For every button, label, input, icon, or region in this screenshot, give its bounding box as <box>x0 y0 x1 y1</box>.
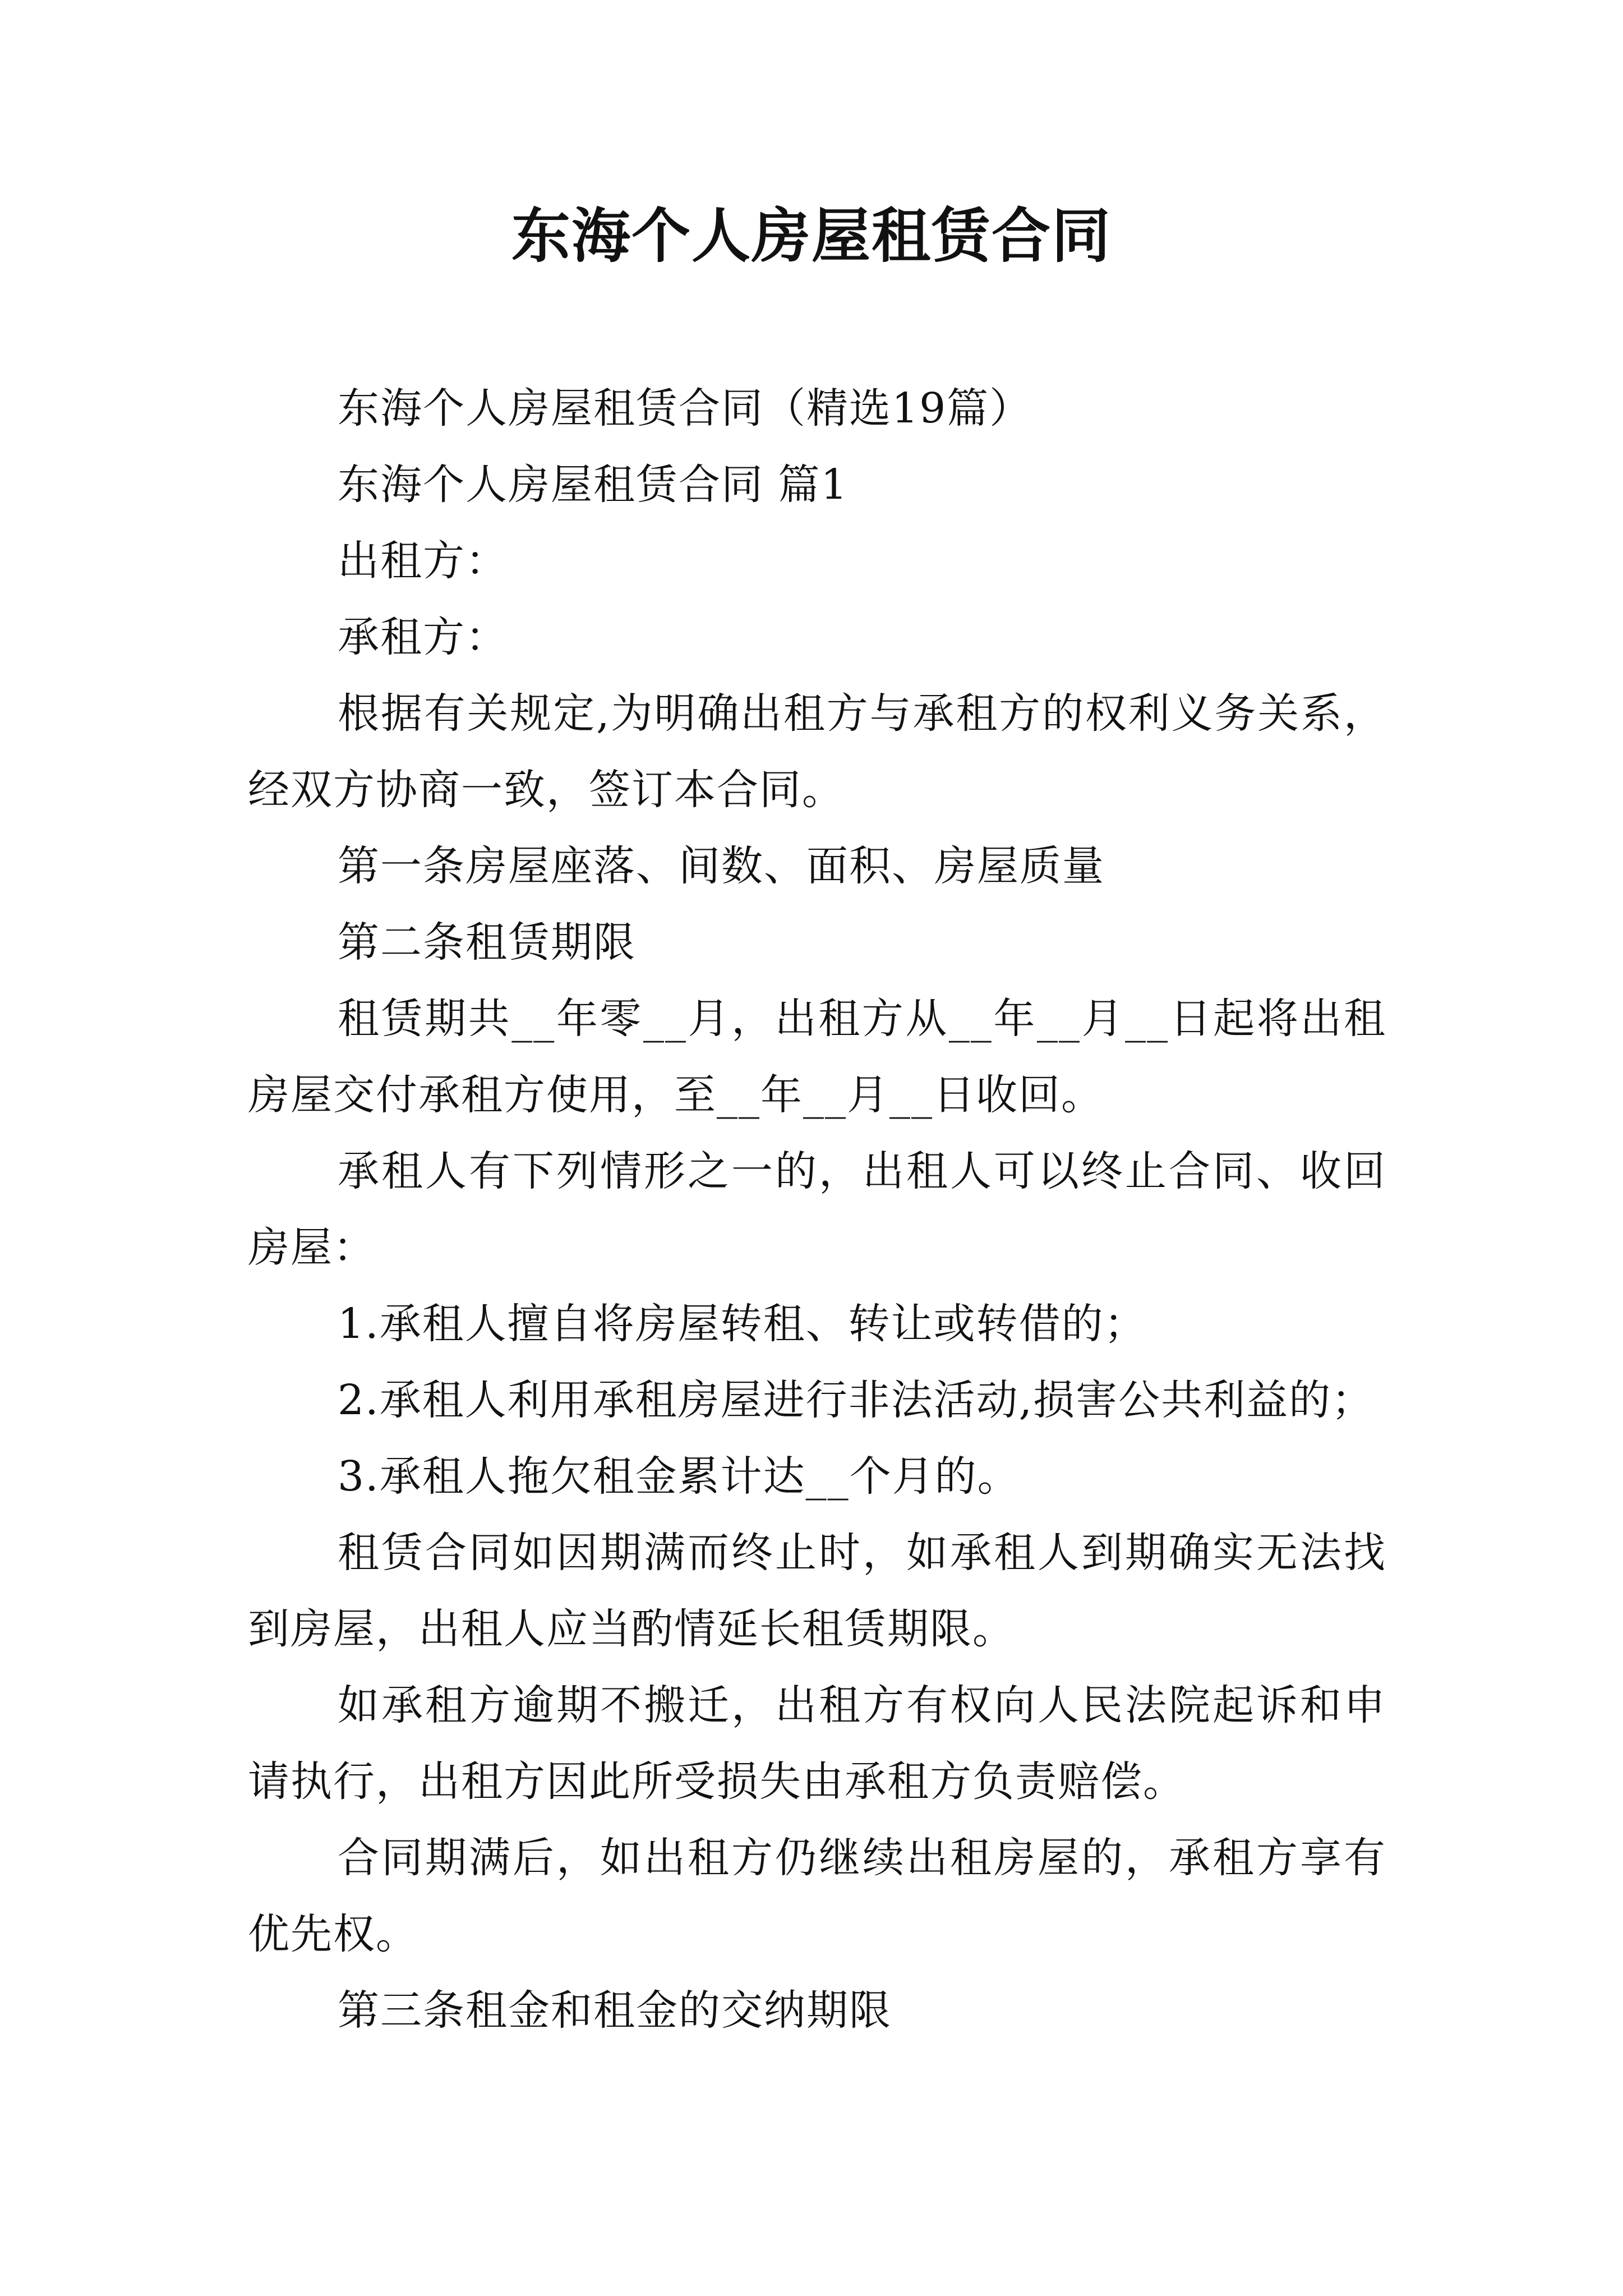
paragraph-condition-3: 3.承租人拖欠租金累计达__个月的。 <box>338 1452 1020 1501</box>
paragraph-subtitle: 东海个人房屋租赁合同（精选19篇） <box>338 384 1032 432</box>
document-title: 东海个人房屋租赁合同 <box>511 201 1112 270</box>
paragraph-overdue-move: 如承租方逾期不搬迁，出租方有权向人民法院起诉和申请执行，出租方因此所受损失由承租方负责赔偿。 <box>248 1681 1386 1806</box>
paragraph-condition-2: 2.承租人利用承租房屋进行非法活动,损害公共利益的； <box>338 1376 1375 1424</box>
paragraph-lessee: 承租方： <box>338 613 508 661</box>
document-body <box>248 370 1386 2049</box>
paragraph-section-heading: 东海个人房屋租赁合同 篇1 <box>338 461 849 509</box>
paragraph-termination-conditions: 承租人有下列情形之一的，出租人可以终止合同、收回房屋： <box>248 1147 1386 1272</box>
paragraph-article-2: 第二条租赁期限 <box>338 918 636 967</box>
paragraph-lease-term: 租赁期共__年零__月，出租方从__年__月__日起将出租房屋交付承租方使用，至__年__月__日收回。 <box>248 995 1386 1119</box>
paragraph-article-1: 第一条房屋座落、间数、面积、房屋质量 <box>338 842 1105 890</box>
paragraph-expiry-extension: 租赁合同如因期满而终止时，如承租人到期确实无法找到房屋，出租人应当酌情延长租赁期限。 <box>248 1529 1386 1653</box>
paragraph-intro: 根据有关规定,为明确出租方与承租方的权利义务关系，经双方协商一致，签订本合同。 <box>248 689 1386 814</box>
paragraph-article-3: 第三条租金和租金的交纳期限 <box>338 1986 892 2035</box>
paragraph-condition-1: 1.承租人擅自将房屋转租、转让或转借的； <box>338 1300 1147 1348</box>
paragraph-priority-right: 合同期满后，如出租方仍继续出租房屋的，承租方享有优先权。 <box>248 1834 1386 1958</box>
paragraph-lessor: 出租方： <box>338 537 508 585</box>
